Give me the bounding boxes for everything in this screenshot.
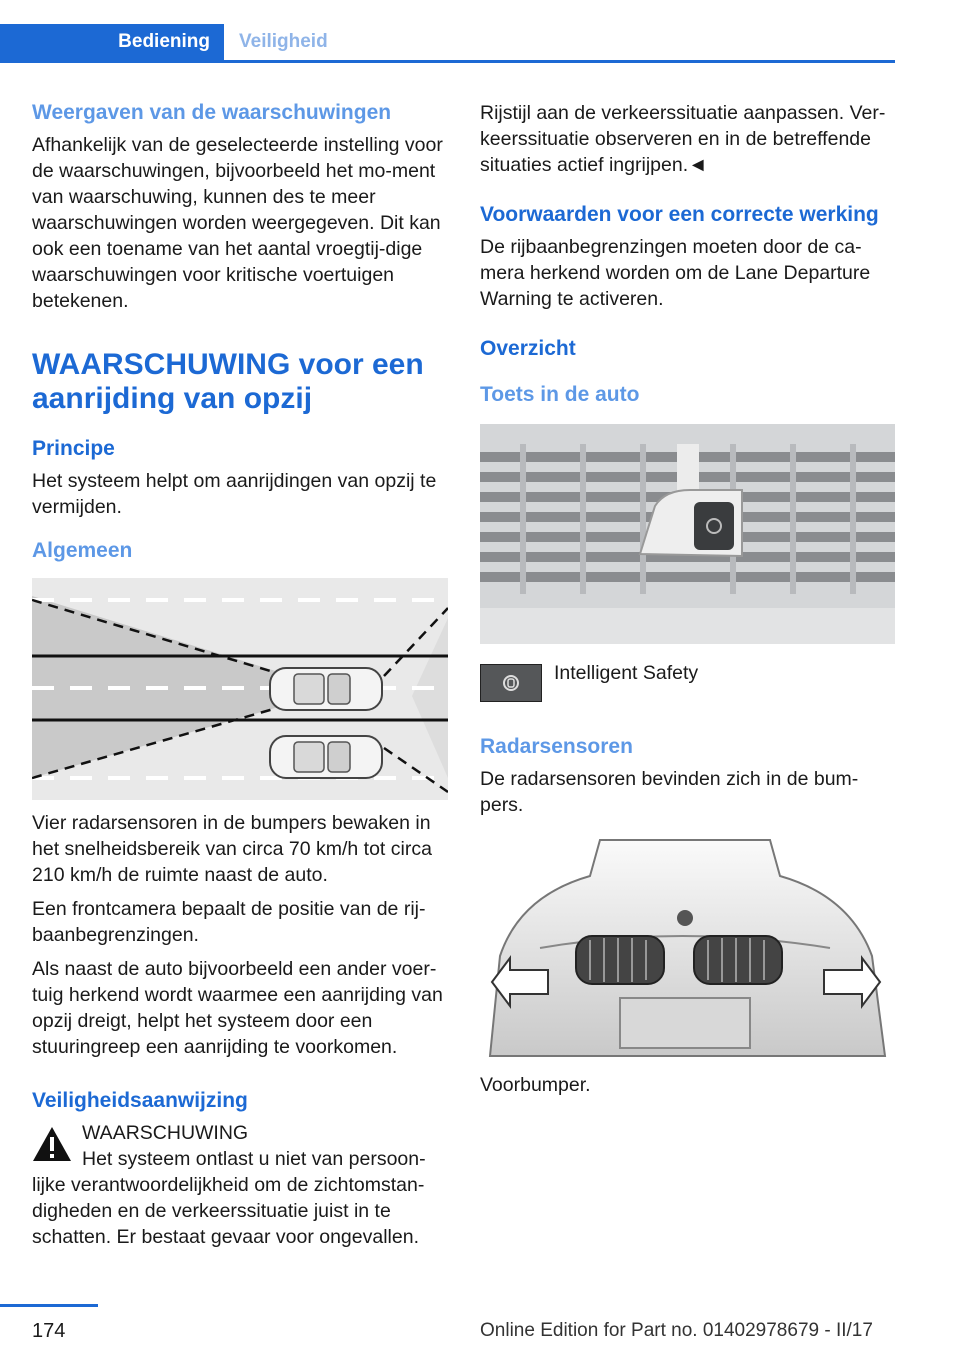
left-column [32, 100, 450, 1258]
button-panel-photo [480, 424, 895, 644]
section-title-radar: Radarsensoren [480, 735, 633, 758]
car-bottom [270, 736, 382, 778]
warning-triangle-icon [32, 1126, 72, 1162]
tab-veiligheid[interactable]: Veiligheid [239, 31, 328, 52]
lane-diagram-svg [32, 578, 448, 800]
header-rule [0, 60, 895, 63]
right-column [480, 100, 898, 1106]
section-title-toets: Toets in de auto [480, 383, 640, 406]
paragraph-weergaven: Afhankelijk van de geselecteerde instelling voor de waarschuwingen, bijvoorbeeld het mo-ment van waarschuwing, kunnen des te meer waarschuwingen worden weergegeven. Dit kan ook een toename van het aantal vroegtij-dige waarschuwingen voor kritische voertuigen betekenen. [32, 134, 443, 312]
section-title-weergaven: Weergaven van de waarschuwingen [32, 101, 392, 124]
front-bumper-image [480, 836, 895, 1062]
car-top [270, 668, 382, 710]
tab-bediening[interactable]: Bediening [0, 24, 224, 60]
header-tabs [0, 24, 895, 60]
warning-text-content: Het systeem ontlast u niet van persoon-lijke verantwoordelijkheid om de zichtomstan-digheden en de verkeerssituatie juist in te schatten. Er bestaat gevaar voor ongevallen. [32, 1148, 426, 1248]
paragraph-principe: Het systeem helpt om aanrijdingen van opzij te vermijden. [32, 470, 437, 518]
section-title-principe: Principe [32, 437, 115, 460]
page-title: WAARSCHUWING voor een aanrijding van opzij [32, 348, 424, 415]
paragraph-rijstijl: Rijstijl aan de verkeerssituatie aanpassen. Ver-keerssituatie observeren en in de betreffende situaties actief ingrijpen.◄ [480, 102, 886, 176]
footer-rule [0, 1304, 98, 1307]
warning-label: WAARSCHUWING [82, 1122, 249, 1144]
paragraph-frontcamera: Een frontcamera bepaalt de positie van de rij-baanbegrenzingen. [32, 898, 426, 946]
warning-text [32, 1146, 450, 1250]
section-title-algemeen: Algemeen [32, 539, 133, 562]
front-bumper-svg [480, 836, 895, 1062]
paragraph-stuuringreep: Als naast de auto bijvoorbeeld een ander voer-tuig herkend wordt waarmee een aanrijding van opzij dreigt, helpt het systeem door een stuuringreep een aanrijding te voorkomen. [32, 958, 443, 1058]
button-label: Intelligent Safety [554, 662, 699, 684]
section-title-veiligheid: Veiligheidsaanwijzing [32, 1089, 248, 1112]
button-legend [480, 660, 898, 704]
page-number: 174 [32, 1320, 66, 1342]
paragraph-voorwaarden: De rijbaanbegrenzingen moeten door de ca-mera herkend worden om de Lane Departure Warning te activeren. [480, 236, 871, 310]
paragraph-radar-range: Vier radarsensoren in de bumpers bewaken in het snelheidsbereik van circa 70 km/h tot circa 210 km/h de ruimte naast de auto. [32, 812, 432, 886]
button-panel-svg [480, 424, 895, 644]
section-title-voorwaarden: Voorwaarden voor een correcte werking [480, 203, 879, 226]
edition-note: Online Edition for Part no. 01402978679 - II/17 [480, 1320, 873, 1341]
safety-symbol-icon [501, 673, 521, 693]
image-caption: Voorbumper. [480, 1074, 591, 1096]
section-title-overzicht: Overzicht [480, 337, 576, 360]
paragraph-radar: De radarsensoren bevinden zich in de bum-pers. [480, 768, 859, 816]
warning-block [32, 1120, 450, 1250]
intelligent-safety-button-icon [480, 664, 542, 702]
lane-diagram [32, 578, 448, 800]
